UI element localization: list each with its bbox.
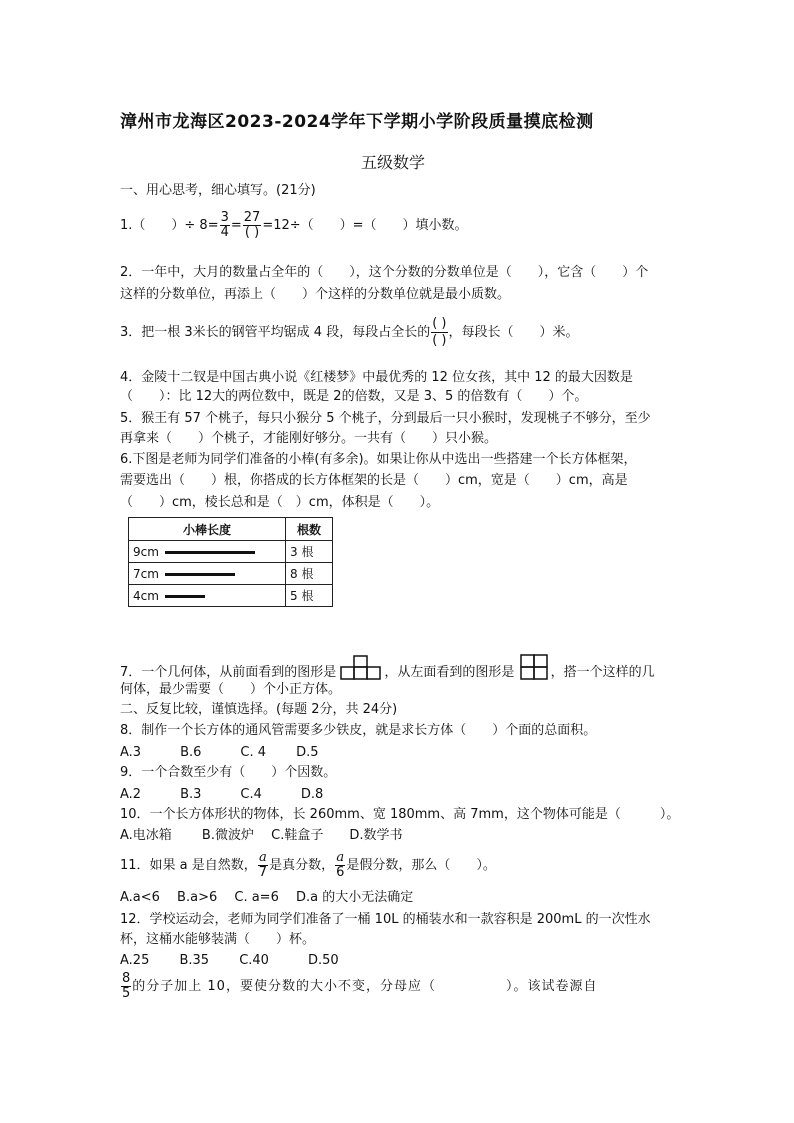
question-12-line-2: 杯，这桶水能够装满（ ）杯。 bbox=[120, 932, 316, 947]
left-view-icon bbox=[519, 653, 551, 681]
stick-count-cell: 5 根 bbox=[286, 585, 333, 607]
section-1-heading: 一、用心思考，细心填写。(21分) bbox=[120, 183, 316, 198]
q1-pre: 1.（ ）÷ 8= bbox=[120, 218, 219, 233]
stick-table bbox=[128, 517, 333, 607]
question-12-options: A.25 B.35 C.40 D.50 bbox=[120, 953, 339, 968]
q11-fraction-2: $\frac{a}{6}$ bbox=[336, 850, 345, 880]
stick-bar bbox=[165, 595, 205, 598]
table-row bbox=[129, 541, 333, 563]
question-3: 3．把一根 3米长的钢管平均锯成 4 段，每段占全长的 $\frac{( )}{( )}$ ，每段长（ ）米。 bbox=[120, 316, 579, 348]
question-12-line-1: 12．学校运动会，老师为同学们准备了一桶 10L 的桶装水和一款容积是 200mL 的一次性水 bbox=[120, 912, 651, 927]
question-10: 10．一个长方体形状的物体，长 260mm、宽 180mm、高 7mm，这个物体可能是（ ）。 bbox=[120, 807, 680, 822]
question-1: 1.（ ）÷ 8= $\frac{3}{4}$ = $\frac{27}{( )}$ =12÷（ ）=（ ）填小数。 bbox=[120, 210, 468, 240]
q13-fraction: $\frac{8}{5}$ bbox=[122, 971, 131, 1001]
question-5-line-1: 5．猴王有 57 个桃子，每只小猴分 5 个桃子，分到最后一只小猴时，发现桃子不够分，至少 bbox=[120, 411, 651, 426]
question-10-options: A.电冰箱 B.微波炉 C.鞋盒子 D.数学书 bbox=[120, 828, 403, 843]
question-7-line-2: 何体，最少需要（ ）个小正方体。 bbox=[120, 682, 342, 697]
question-11: 11．如果 a 是自然数， $\frac{a}{7}$ 是真分数， $\frac{a}{6}$ 是假分数，那么（ ）。 bbox=[120, 850, 496, 880]
question-2-line-2: 这样的分数单位，再添上（ ）个这样的分数单位就是最小质数。 bbox=[120, 287, 511, 302]
stick-count-cell: 3 根 bbox=[286, 541, 333, 563]
question-7-line-1: 7．一个几何体，从前面看到的图形是 ，从左面看到的图形是 ，搭一个这样的几 bbox=[120, 653, 655, 681]
question-9-options: A.2 B.3 C.4 D.8 bbox=[120, 787, 324, 802]
question-8-options: A.3 B.6 C. 4 D.5 bbox=[120, 745, 319, 760]
question-5-line-2: 再拿来（ ）个桃子，才能刚好够分。一共有（ ）只小猴。 bbox=[120, 431, 498, 446]
stick-count-cell: 8 根 bbox=[286, 563, 333, 585]
table-header-length: 小棒长度 bbox=[129, 518, 286, 541]
table-row bbox=[129, 563, 333, 585]
stick-length-cell: 4cm bbox=[129, 585, 286, 607]
question-9: 9．一个合数至少有（ ）个因数。 bbox=[120, 765, 337, 780]
q1-fraction-2: $\frac{27}{( )}$ bbox=[243, 210, 261, 240]
subject-title: 五级数学 bbox=[361, 153, 426, 172]
question-8: 8．制作一个长方体的通风管需要多少铁皮，就是求长方体（ ）个面的总面积。 bbox=[120, 723, 597, 738]
question-6-line-2: 需要选出（ ）根，你搭成的长方体框架的长是（ ）cm，宽是（ ）cm，高是 bbox=[120, 473, 628, 488]
question-2-line-1: 2．一年中，大月的数量占全年的（ ），这个分数的分数单位是（ ），它含（ ）个 bbox=[120, 265, 649, 280]
stick-length-cell: 9cm bbox=[129, 541, 286, 563]
question-4-line-1: 4．金陵十二钗是中国古典小说《红楼梦》中最优秀的 12 位女孩，其中 12 的最大因数是 bbox=[120, 370, 633, 385]
question-11-options: A.a<6 B.a>6 C. a=6 D.a 的大小无法确定 bbox=[120, 890, 414, 905]
table-row bbox=[129, 585, 333, 607]
question-13: $\frac{8}{5}$ 的分子加上 10，要使分数的大小不变，分母应（ ）。该试卷源自 bbox=[122, 971, 598, 1001]
stick-length-cell: 7cm bbox=[129, 563, 286, 585]
q1-post: =12÷（ ）=（ ）填小数。 bbox=[262, 218, 468, 233]
page-title: 漳州市龙海区2023-2024学年下学期小学阶段质量摸底检测 bbox=[120, 112, 594, 132]
section-2-heading: 二、反复比较，谨慎选择。(每题 2分，共 24分) bbox=[120, 702, 398, 717]
q1-fraction-1: $\frac{3}{4}$ bbox=[220, 210, 229, 240]
question-6-line-3: （ ）cm，棱长总和是（ ）cm，体积是（ ）。 bbox=[120, 495, 440, 510]
stick-bar bbox=[165, 573, 235, 576]
q11-fraction-1: $\frac{a}{7}$ bbox=[258, 850, 268, 880]
question-6-line-1: 6.下图是老师为同学们准备的小棒(有多余)。如果让你从中选出一些搭建一个长方体框架， bbox=[120, 452, 637, 467]
table-header-count: 根数 bbox=[286, 518, 333, 541]
front-view-icon bbox=[340, 655, 384, 681]
question-4-line-2: （ ）：比 12大的两位数中，既是 2的倍数，又是 3、5 的倍数有（ ）个。 bbox=[120, 389, 588, 404]
q3-fraction: $\frac{( )}{( )}$ bbox=[432, 316, 447, 348]
stick-bar bbox=[165, 551, 255, 554]
